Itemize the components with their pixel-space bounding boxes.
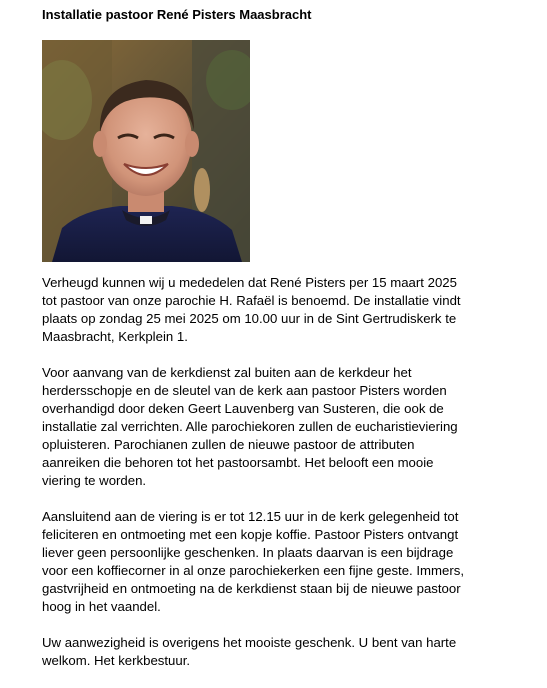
article-title: Installatie pastoor René Pisters Maasbracht	[42, 7, 312, 22]
pastor-portrait-image	[42, 40, 250, 262]
paragraph-1: Verheugd kunnen wij u mededelen dat René Pisters per 15 maart 2025 tot pastoor van onze parochie H. Rafaël is benoemd. De installatie vindt plaats op zondag 25 mei 2025 om 10.00 uur in de Sint Gertrudiskerk te Maasbracht, Kerkplein 1.	[42, 275, 461, 344]
paragraph-2: Voor aanvang van de kerkdienst zal buiten aan de kerkdeur het herdersschopje en de sleutel van de kerk aan pastoor Pisters worden overhandigd door deken Geert Lauvenberg van Susteren, die ook de installatie zal verrichten. Alle parochiekoren zullen de eucharistieviering opluisteren. Parochianen zullen de nieuwe pastoor de attributen aanreiken die behoren tot het pastoorsambt. Het belooft een mooie viering te worden.	[42, 365, 458, 488]
paragraph-4: Uw aanwezigheid is overigens het mooiste geschenk. U bent van harte welkom. Het kerkbestuur.	[42, 635, 457, 668]
paragraph-3: Aansluitend aan de viering is er tot 12.15 uur in de kerk gelegenheid tot feliciteren en ontmoeting met een kopje koffie. Pastoor Pisters ontvangt liever geen persoonlijke geschenken. In plaats daarvan is een bijdrage voor een koffiecorner in al onze parochiekerken een fijne geste. Immers, gastvrijheid en ontmoeting na de kerkdienst staan bij de nieuwe pastoor hoog in het vaandel.	[42, 509, 464, 614]
article-body	[42, 274, 522, 688]
pastor-photo	[42, 40, 250, 262]
